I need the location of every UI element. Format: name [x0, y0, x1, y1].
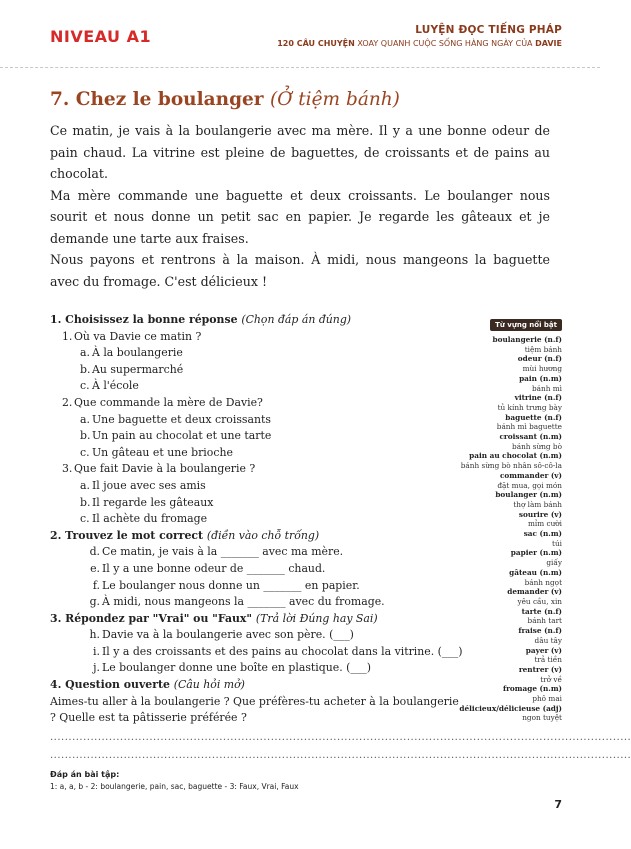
- question: 1. Où va Davie ce matin ?: [62, 329, 202, 343]
- option: c. Il achète du fromage: [80, 512, 208, 526]
- option: a. Une baguette et deux croissants: [80, 412, 271, 426]
- reading-passage: [50, 120, 550, 292]
- level-label: NIVEAU A1: [50, 27, 152, 46]
- vocab-item: sourire (v) mỉm cười: [518, 509, 562, 529]
- vocab-title: Từ vựng nổi bật: [490, 319, 562, 331]
- vocab-sidebar: [452, 312, 562, 723]
- vocab-item: rentrer (v) trở về: [518, 664, 562, 684]
- vocab-item: demander (v) yêu cầu, xin: [507, 587, 562, 606]
- vocab-item: odeur (n.f) mùi hương: [517, 354, 562, 374]
- answer-key: [50, 769, 450, 793]
- fill-blank-item: e. Il y a une bonne odeur de _______ chaud.: [90, 561, 326, 575]
- true-false-item: i. Il y a des croissants et des pains au chocolat dans la vitrine. (___): [93, 644, 463, 658]
- vocab-item: baguette (n.f) bánh mì baguette: [496, 412, 562, 432]
- answer-key-title: Đáp án bài tập:: [50, 769, 120, 779]
- option: a. À la boulangerie: [80, 346, 183, 360]
- vocab-item: pain (n.m) bánh mì: [519, 373, 562, 393]
- question: 2. Que commande la mère de Davie?: [62, 395, 263, 409]
- open-question-line: ? Quelle est ta pâtisserie préférée ?: [50, 711, 247, 725]
- vocab-item: gâteau (n.m) bánh ngọt: [509, 567, 562, 587]
- option: b. Au supermarché: [80, 362, 184, 376]
- option: b. Il regarde les gâteaux: [80, 495, 214, 509]
- answer-line: ..............................................................................................................................................................: [50, 731, 631, 743]
- vocab-item: fromage (n.m) phô mai: [502, 684, 562, 704]
- series-title: LUYỆN ĐỌC TIẾNG PHÁP: [415, 24, 562, 36]
- passage-paragraph: Nous payons et rentrons à la maison. À midi, nous mangeons la baguette avec du fromage. C'est délicieux !: [50, 252, 550, 289]
- answer-key-text: 1: a, a, b - 2: boulangerie, pain, sac, baguette - 3: Faux, Vrai, Faux: [50, 781, 299, 791]
- vocab-item: croissant (n.m) bánh sừng bò: [499, 432, 562, 451]
- fill-blank-item: d. Ce matin, je vais à la _______ avec ma mère.: [89, 545, 344, 559]
- vocab-item: délicieux/délicieuse (adj) ngon tuyệt: [459, 703, 562, 723]
- vocab-item: payer (v) trả tiền: [525, 645, 562, 665]
- vocab-item: papier (n.m) giấy: [510, 548, 562, 568]
- question: 3. Que fait Davie à la boulangerie ?: [62, 462, 256, 476]
- passage-paragraph: Ma mère commande une baguette et deux croissants. Le boulanger nous sourit et nous donne un petit sac en papier. Je regarde les gâteaux et je demande une tarte aux fraises.: [50, 187, 550, 246]
- vocab-item: pain au chocolat (n.m) bánh sừng bò nhân sô-cô-la: [460, 451, 562, 471]
- vocab-item: boulanger (n.m) thợ làm bánh: [495, 490, 562, 509]
- passage-paragraph: Ce matin, je vais à la boulangerie avec ma mère. Il y a une bonne odeur de pain chaud. La vitrine est pleine de baguettes, de croissants et de pains au chocolat.: [50, 123, 550, 181]
- vocab-item: vitrine (n.f) tủ kính trưng bày: [497, 393, 562, 412]
- option: a. Il joue avec ses amis: [80, 478, 206, 492]
- section-2-title: 2. Trouvez le mot correct (điền vào chỗ trống): [50, 528, 320, 542]
- option: b. Un pain au chocolat et une tarte: [80, 429, 272, 443]
- fill-blank-item: f. Le boulanger nous donne un _______ en papier.: [92, 578, 360, 592]
- page-number: 7: [554, 798, 562, 811]
- section-1-title: 1. Choisissez la bonne réponse (Chọn đáp án đúng): [50, 313, 352, 326]
- option: c. À l'école: [80, 379, 139, 393]
- vocab-item: tarte (n.f) bánh tart: [521, 606, 562, 626]
- option: c. Un gâteau et une brioche: [80, 445, 233, 459]
- section-3-title: 3. Répondez par "Vrai" ou "Faux" (Trả lời Đúng hay Sai): [50, 611, 378, 625]
- fill-blank-item: g. À midi, nous mangeons la _______ avec du fromage.: [89, 595, 385, 609]
- vocab-item: fraise (n.f) dâu tây: [518, 626, 562, 645]
- answer-line: ..............................................................................................................................................................: [50, 749, 631, 761]
- section-4-title: 4. Question ouverte (Câu hỏi mở): [50, 678, 245, 692]
- open-question-line: Aimes-tu aller à la boulangerie ? Que préfères-tu acheter à la boulangerie: [50, 694, 459, 708]
- vocab-item: boulangerie (n.f) tiệm bánh: [492, 335, 562, 354]
- vocab-item: commander (v) đặt mua, gọi món: [497, 470, 562, 490]
- lesson-title: 7. Chez le boulanger (Ở tiệm bánh): [50, 89, 400, 110]
- true-false-item: h. Davie va à la boulangerie avec son père. (___): [89, 628, 354, 642]
- true-false-item: j. Le boulanger donne une boîte en plastique. (___): [93, 661, 371, 675]
- series-header: [277, 24, 562, 48]
- vocab-item: sac (n.m) túi: [523, 529, 562, 548]
- header-divider: [0, 67, 600, 68]
- series-subtitle: 120 CÂU CHUYỆN XOAY QUANH CUỘC SỐNG HÀNG NGÀY CỦA DAVIE: [277, 39, 562, 48]
